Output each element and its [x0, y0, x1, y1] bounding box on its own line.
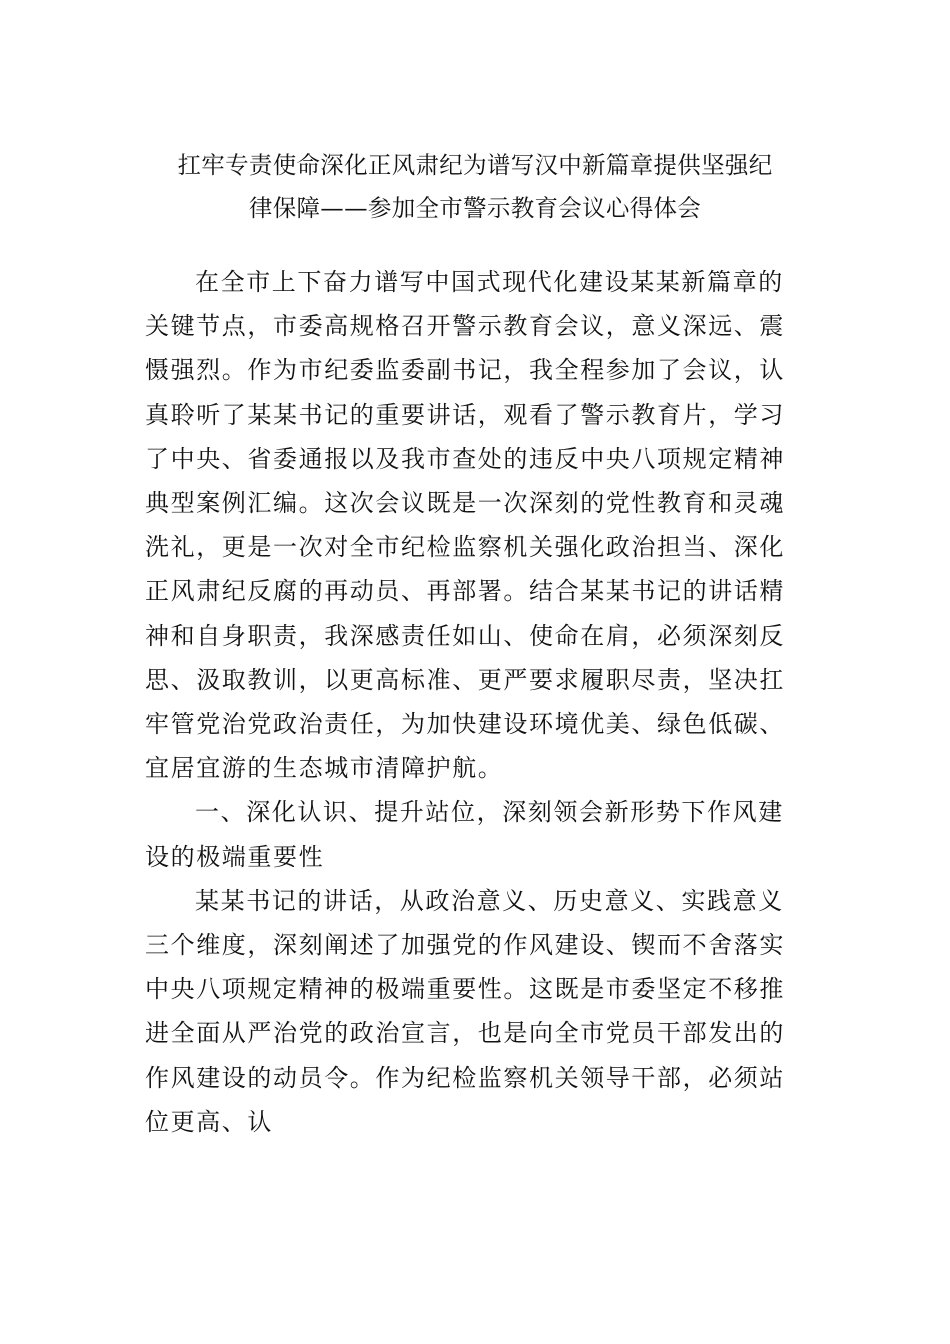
paragraph-line: 典型案例汇编。这次会议既是一次深刻的党性教育和灵魂	[145, 489, 785, 518]
paragraph-line: 三个维度，深刻阐述了加强党的作风建设、锲而不舍落实	[145, 931, 785, 960]
paragraph-line: 正风肃纪反腐的再动员、再部署。结合某某书记的讲话精	[145, 577, 785, 606]
paragraph-line: 进全面从严治党的政治宣言，也是向全市党员干部发出的	[145, 1019, 785, 1048]
paragraph-line: 真聆听了某某书记的重要讲话，观看了警示教育片，学习	[145, 400, 785, 429]
paragraph-line: 位更高、认	[145, 1107, 273, 1136]
paragraph-line: 某某书记的讲话，从政治意义、历史意义、实践意义	[195, 886, 784, 915]
title-line-2: 律保障——参加全市警示教育会议心得体会	[248, 194, 702, 222]
paragraph-line: 作风建设的动员令。作为纪检监察机关领导干部，必须站	[145, 1063, 785, 1092]
heading-line: 一、深化认识、提升站位，深刻领会新形势下作风建	[195, 798, 784, 827]
paragraph-line: 洗礼，更是一次对全市纪检监察机关强化政治担当、深化	[145, 533, 785, 562]
paragraph-line: 慑强烈。作为市纪委监委副书记，我全程参加了会议，认	[145, 356, 785, 385]
document-body	[145, 260, 810, 1144]
paragraph-line: 神和自身职责，我深感责任如山、使命在肩，必须深刻反	[145, 621, 785, 650]
document-title	[140, 144, 810, 230]
paragraph-line: 思、汲取教训，以更高标准、更严要求履职尽责，坚决扛	[145, 665, 785, 694]
paragraph-line: 在全市上下奋力谱写中国式现代化建设某某新篇章的	[195, 268, 784, 296]
section-heading-1	[145, 790, 810, 878]
paragraph-line: 牢管党治党政治责任，为加快建设环境优美、绿色低碳、	[145, 710, 785, 739]
paragraph-line: 中央八项规定精神的极端重要性。这既是市委坚定不移推	[145, 975, 785, 1004]
heading-line: 设的极端重要性	[145, 842, 325, 871]
paragraph-2	[145, 879, 810, 1144]
paragraph-line: 了中央、省委通报以及我市查处的违反中央八项规定精神	[145, 444, 785, 473]
paragraph-line: 关键节点，市委高规格召开警示教育会议，意义深远、震	[145, 312, 785, 341]
paragraph-line: 宜居宜游的生态城市清障护航。	[145, 754, 504, 783]
title-line-1: 扛牢专责使命深化正风肃纪为谱写汉中新篇章提供坚强纪	[177, 151, 773, 179]
paragraph-1	[145, 260, 810, 790]
